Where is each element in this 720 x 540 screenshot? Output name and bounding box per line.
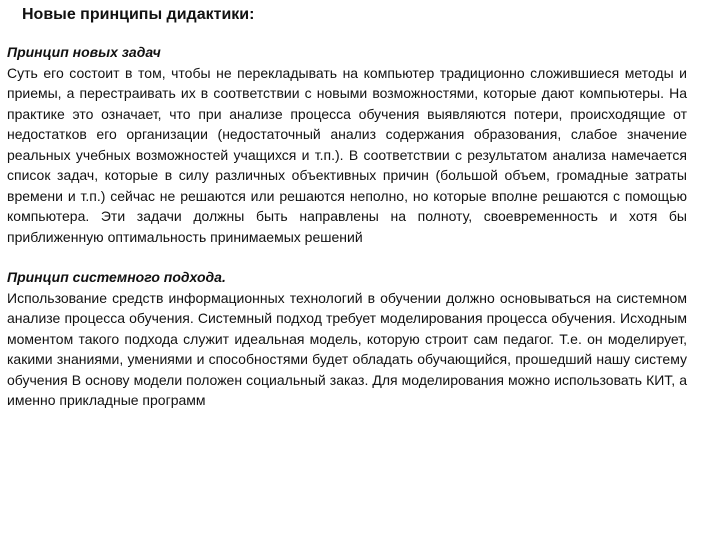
- section-text: Суть его состоит в том, чтобы не перекладывать на компьютер традиционно сложившиеся методы и приемы, а перестраивать их в соответствии с новыми возможностями, которые дают компьютеры. На практике это означает, что при анализе процесса обучения выявляются потери, происходящие от недостатков его организации (недостаточный анализ содержания образования, слабое значение реальных учебных возможностей учащихся и т.п.). В соответствии с результатом анализа намечается список задач, которые в силу различных объективных причин (большой объем, громадные затраты времени и т.п.) сейчас не решаются или решаются неполно, но которые вполне решаются с помощью компьютера. Эти задачи должны быть направлены на полноту, своевременность и хотя бы приближенную оптимальность принимаемых решений: [7, 64, 687, 245]
- section-text: Использование средств информационных технологий в обучении должно основываться на системном анализе процесса обучения. Системный подход требует моделирования процесса обучения. Исходным моментом такого подхода служит идеальная модель, которую строит сам педагог. Т.е. он моделирует, какими знаниями, умениями и способностями будет обладать обучающийся, прошедший нашу систему обучения В основу модели положен социальный заказ. Для моделирования можно использовать КИТ, а именно прикладные программ: [7, 289, 687, 408]
- section-new-tasks: [7, 42, 687, 247]
- section-spacer: [7, 247, 687, 267]
- slide-title: Новые принципы дидактики:: [22, 6, 255, 23]
- section-system-approach: [7, 267, 687, 411]
- section-heading: Принцип новых задач: [7, 44, 161, 60]
- slide-body: [7, 42, 687, 411]
- section-heading: Принцип системного подхода.: [7, 269, 226, 285]
